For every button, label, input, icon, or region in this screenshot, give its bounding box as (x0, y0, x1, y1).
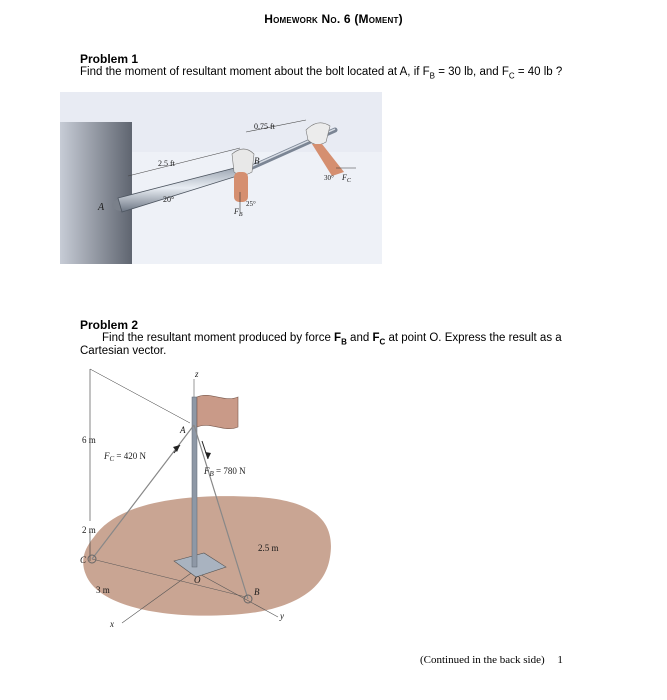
label-y: y (280, 611, 284, 621)
label-A2: A (180, 425, 186, 435)
problem1-text-c: = 40 lb ? (514, 66, 563, 78)
problem2-heading: Problem 2 (80, 318, 139, 332)
dim-2-5-ft: 2.5 ft (158, 159, 175, 168)
footer-note: (Continued in the back side) (420, 654, 545, 666)
label-B: B (254, 156, 260, 166)
angle-25: 25° (246, 200, 256, 208)
label-x: x (110, 619, 114, 629)
label-O: O (194, 575, 201, 585)
label-3m: 3 m (96, 585, 110, 595)
label-C: C (80, 555, 87, 565)
arm-B (234, 172, 248, 202)
angle-30: 30° (324, 174, 334, 182)
label-B2: B (254, 587, 260, 597)
problem1-fb-sub: B (429, 71, 436, 81)
problem1-statement (80, 66, 562, 82)
label-2-5m: 2.5 m (258, 543, 279, 553)
label-FC2: $F_C = 420$ N (104, 451, 146, 463)
flag-pole (192, 397, 197, 567)
label-2m: 2 m (82, 525, 96, 535)
problem2-figure (78, 361, 336, 639)
page-number: 1 (557, 654, 563, 666)
problem2-text-b: at point O. Express the result as a (385, 332, 562, 344)
label-A: A (98, 202, 105, 213)
angle-20: 20° (163, 195, 175, 204)
label-FC: $F_C$ (342, 173, 351, 184)
dim-0-75-ft: 0.75 ft (254, 122, 275, 131)
problem2-fc: F (372, 332, 380, 344)
problem2-fc-sub: C (379, 337, 386, 347)
page-title-text: Homework No. 6 (Moment) (264, 12, 403, 26)
problem1-text-b: = 30 lb, and F (435, 66, 509, 78)
problem1-fc-sub: C (508, 71, 515, 81)
page-title (0, 12, 667, 26)
problem1-text-a: Find the moment of resultant moment about the bolt located at A, if F (80, 66, 430, 78)
label-FB: $F_B$ (234, 207, 243, 218)
problem1-heading: Problem 1 (80, 52, 139, 66)
label-6m: 6 m (82, 435, 96, 445)
problem2-text-a: Find the resultant moment produced by force (102, 332, 335, 344)
problem2-line2: Cartesian vector. (80, 345, 167, 357)
problem2-fb: F (334, 332, 342, 344)
hand-B (232, 149, 254, 175)
label-FB2: $F_B = 780$ N (204, 466, 246, 478)
problem1-figure (60, 92, 382, 264)
flag (197, 395, 238, 428)
footer (420, 654, 563, 666)
wall (60, 122, 132, 264)
problem2-text-and: and (346, 332, 373, 344)
label-z: z (195, 369, 199, 379)
problem2-line1 (102, 332, 562, 348)
problem2-fb-sub: B (341, 337, 347, 347)
